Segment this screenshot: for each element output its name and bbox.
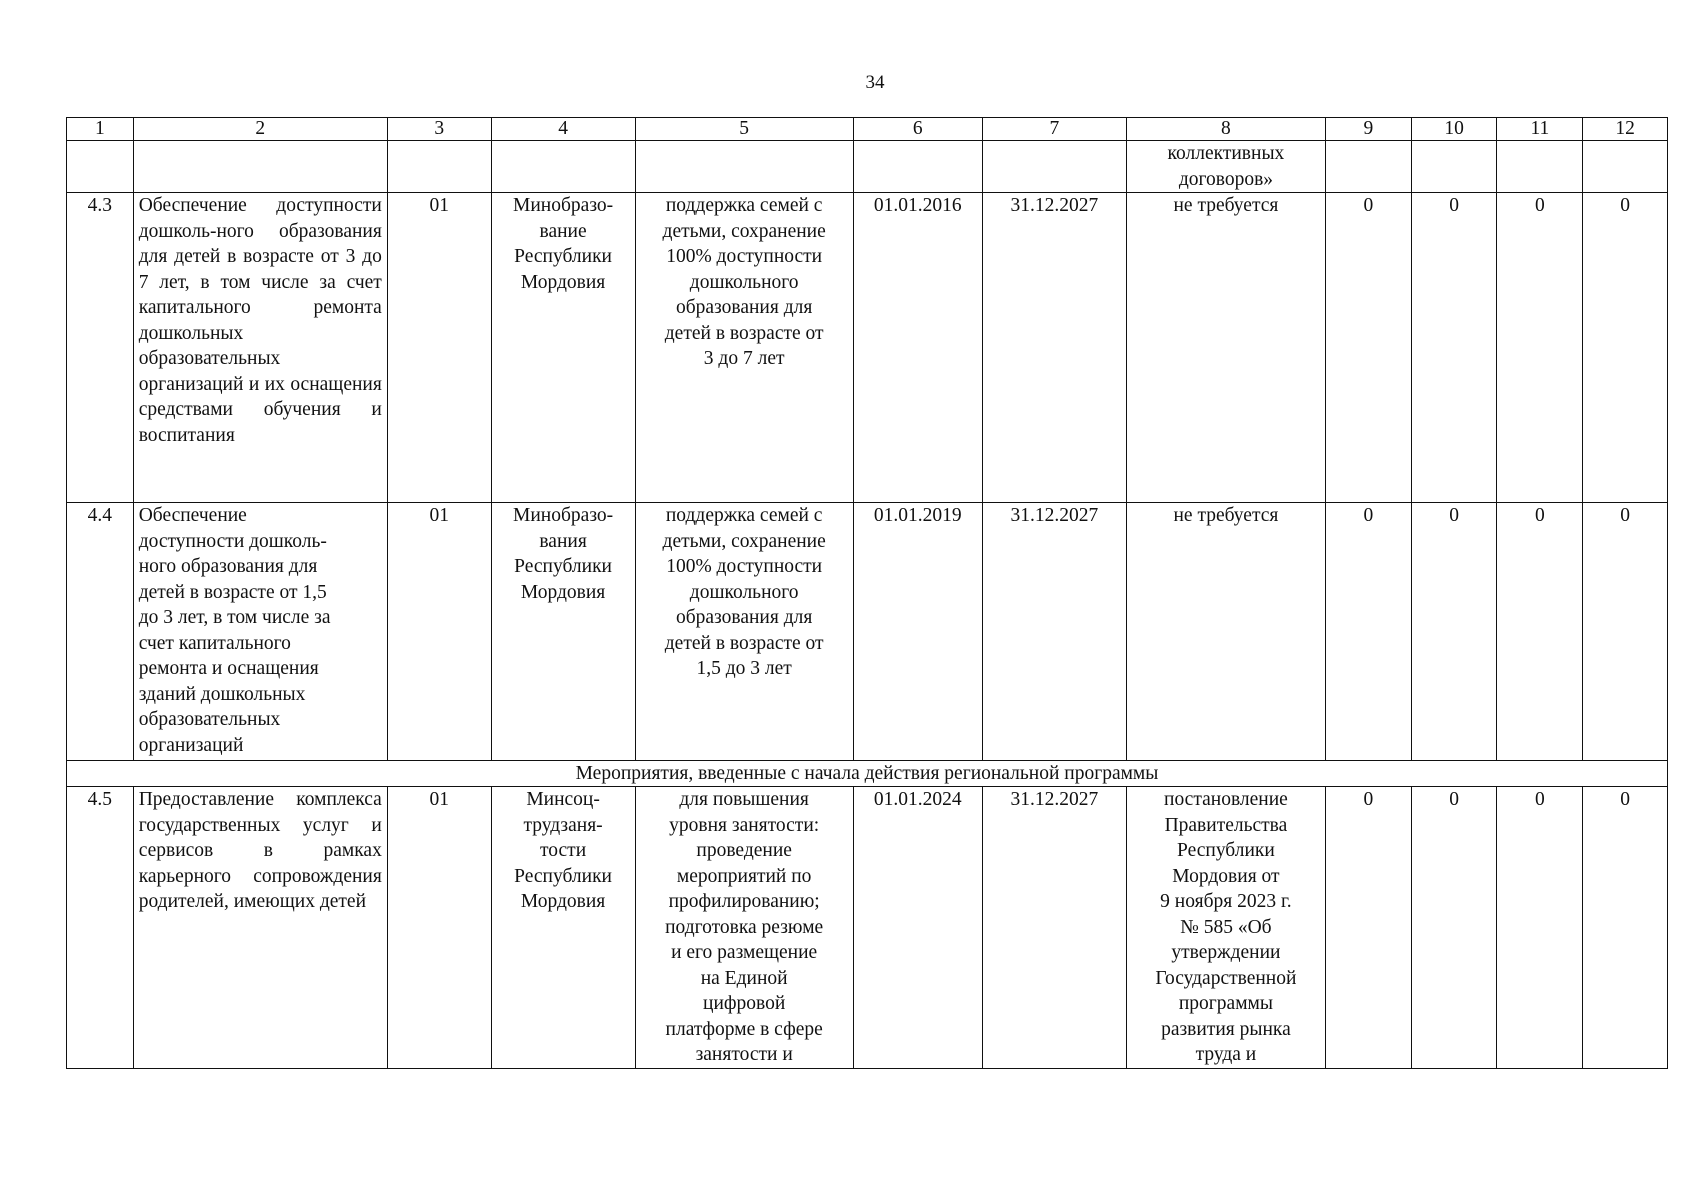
value-cell: 0 (1325, 193, 1411, 503)
measure-name: Предоставление комплекса государственных услуг и сервисов в рамках карьерного сопровождения родителей, имеющих детей (133, 787, 387, 1069)
value-cell: 0 (1497, 787, 1583, 1069)
row-number: 4.3 (67, 193, 134, 503)
column-number: 11 (1497, 118, 1583, 141)
table-row (67, 787, 1668, 1069)
value-cell: 0 (1583, 503, 1668, 761)
column-number: 10 (1411, 118, 1497, 141)
section-row (67, 761, 1668, 787)
executor-cell: Минобразо- вание Республики Мордовия (491, 193, 635, 503)
result-cell: поддержка семей с детьми, сохранение 100% доступности дошкольного образования для детей в возрасте от 3 до 7 лет (635, 193, 853, 503)
value-cell: 0 (1497, 503, 1583, 761)
column-number: 12 (1583, 118, 1668, 141)
column-number: 4 (491, 118, 635, 141)
end-date: 31.12.2027 (982, 193, 1126, 503)
value-cell: 0 (1411, 787, 1497, 1069)
start-date: 01.01.2016 (853, 193, 982, 503)
table-cell (491, 141, 635, 193)
value-cell: 0 (1411, 193, 1497, 503)
result-cell: для повышения уровня занятости: проведение мероприятий по профилированию; подготовка резюме и его размещение на Единой цифровой платформе в сфере занятости и (635, 787, 853, 1069)
value-cell: 0 (1497, 193, 1583, 503)
result-cell: поддержка семей с детьми, сохранение 100% доступности дошкольного образования для детей в возрасте от 1,5 до 3 лет (635, 503, 853, 761)
value-cell: 0 (1325, 503, 1411, 761)
executor-cell: Минсоц- трудзаня- тости Республики Мордовия (491, 787, 635, 1069)
value-cell: 0 (1411, 503, 1497, 761)
measure-name: Обеспечение доступности дошколь-ного образования для детей в возрасте от 3 до 7 лет, в том числе за счет капитального ремонта дошкольных образовательных организаций и их оснащения средствами обучения и воспитания (133, 193, 387, 503)
column-number: 1 (67, 118, 134, 141)
continuation-row (67, 141, 1668, 193)
table-cell (635, 141, 853, 193)
start-date: 01.01.2024 (853, 787, 982, 1069)
value-cell: 0 (1583, 193, 1668, 503)
value-cell: 0 (1325, 787, 1411, 1069)
column-number: 7 (982, 118, 1126, 141)
start-date: 01.01.2019 (853, 503, 982, 761)
page-number: 34 (865, 72, 885, 93)
column-number: 3 (387, 118, 491, 141)
table-cell (387, 141, 491, 193)
table-cell (1325, 141, 1411, 193)
end-date: 31.12.2027 (982, 503, 1126, 761)
table-cell (1411, 141, 1497, 193)
table-cell (853, 141, 982, 193)
code-cell: 01 (387, 193, 491, 503)
table-cell (1497, 141, 1583, 193)
code-cell: 01 (387, 503, 491, 761)
table-row (67, 503, 1668, 761)
measure-name: Обеспечение доступности дошколь- ного образования для детей в возрасте от 1,5 до 3 лет, в том числе за счет капитального ремонта и оснащения зданий дошкольных образовательных организаций (133, 503, 387, 761)
program-table (66, 117, 1668, 1069)
table-cell (67, 141, 134, 193)
basis-cell: не требуется (1126, 193, 1325, 503)
column-number: 5 (635, 118, 853, 141)
row-number: 4.5 (67, 787, 134, 1069)
basis-cell: коллективных договоров» (1126, 141, 1325, 193)
table-row (67, 193, 1668, 503)
code-cell: 01 (387, 787, 491, 1069)
column-number: 6 (853, 118, 982, 141)
row-number: 4.4 (67, 503, 134, 761)
table-cell (1583, 141, 1668, 193)
value-cell: 0 (1583, 787, 1668, 1069)
end-date: 31.12.2027 (982, 787, 1126, 1069)
column-number-row (67, 118, 1668, 141)
basis-cell: постановление Правительства Республики Мордовия от 9 ноября 2023 г. № 585 «Об утверждении Государственной программы развития рынка труда и (1126, 787, 1325, 1069)
basis-cell: не требуется (1126, 503, 1325, 761)
section-title: Мероприятия, введенные с начала действия региональной программы (67, 761, 1668, 787)
column-number: 8 (1126, 118, 1325, 141)
column-number: 9 (1325, 118, 1411, 141)
table-cell (982, 141, 1126, 193)
column-number: 2 (133, 118, 387, 141)
executor-cell: Минобразо- вания Республики Мордовия (491, 503, 635, 761)
table-cell (133, 141, 387, 193)
